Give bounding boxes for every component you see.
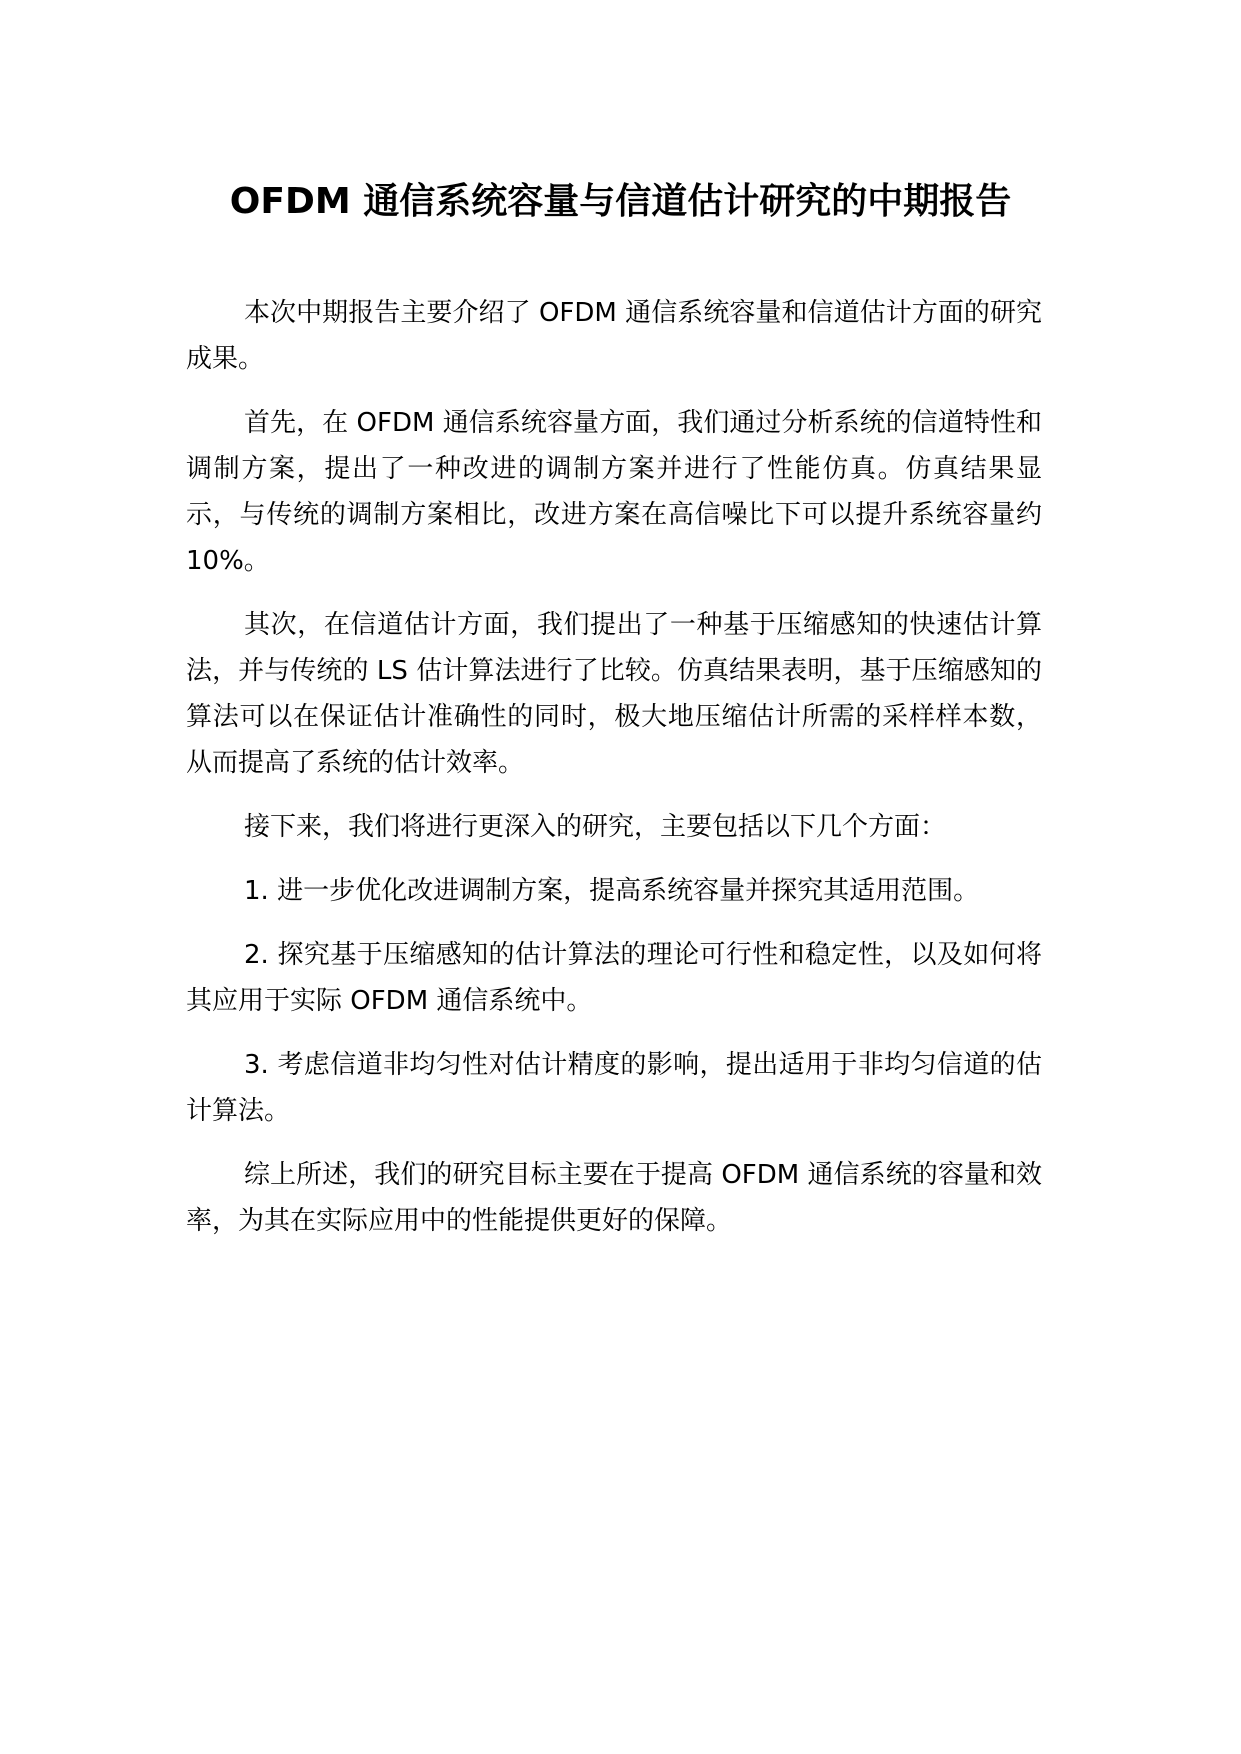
paragraph-intro: 本次中期报告主要介绍了 OFDM 通信系统容量和信道估计方面的研究成果。	[186, 298, 1042, 374]
list-item-1: 1. 进一步优化改进调制方案，提高系统容量并探究其适用范围。	[244, 876, 980, 906]
paragraph-capacity: 首先，在 OFDM 通信系统容量方面，我们通过分析系统的信道特性和调制方案，提出了一种改进的调制方案并进行了性能仿真。仿真结果显示，与传统的调制方案相比，改进方案在高信噪比下可以提升系统容量约 10%。	[186, 408, 1042, 576]
document-title: OFDM 通信系统容量与信道估计研究的中期报告	[229, 181, 1012, 222]
document-body	[186, 290, 1042, 1262]
list-item-3: 3. 考虑信道非均匀性对估计精度的影响，提出适用于非均匀信道的估计算法。	[186, 1050, 1042, 1126]
list-item-2: 2. 探究基于压缩感知的估计算法的理论可行性和稳定性，以及如何将其应用于实际 OFDM 通信系统中。	[186, 940, 1042, 1016]
paragraph-conclusion: 综上所述，我们的研究目标主要在于提高 OFDM 通信系统的容量和效率，为其在实际应用中的性能提供更好的保障。	[186, 1160, 1042, 1236]
paragraph-channel-estimation: 其次，在信道估计方面，我们提出了一种基于压缩感知的快速估计算法，并与传统的 LS 估计算法进行了比较。仿真结果表明，基于压缩感知的算法可以在保证估计准确性的同时，极大地压缩估计所需的采样样本数，从而提高了系统的估计效率。	[186, 610, 1042, 778]
paragraph-next-steps: 接下来，我们将进行更深入的研究，主要包括以下几个方面：	[244, 812, 947, 842]
